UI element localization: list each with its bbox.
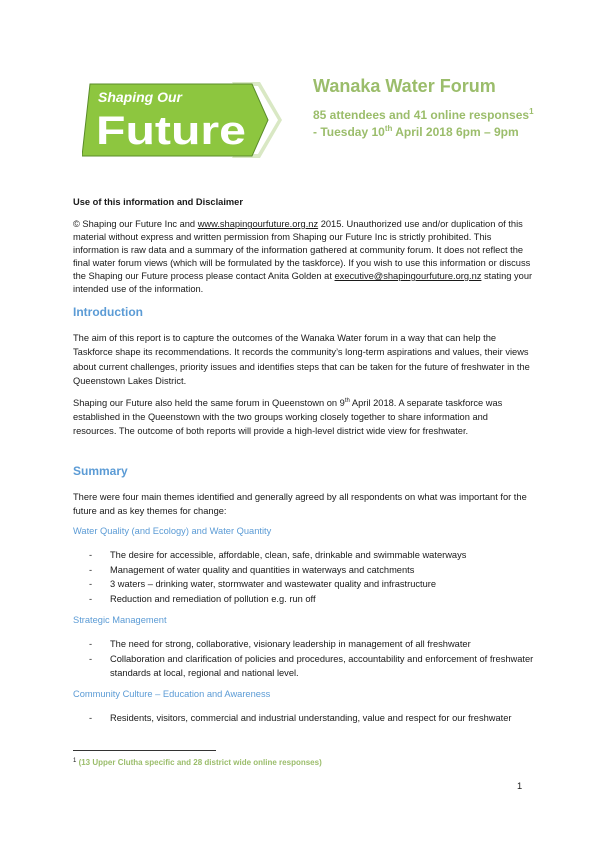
- list-item-text: The need for strong, collaborative, visionary leadership in management of all freshwater: [110, 639, 471, 649]
- attendance-line: [313, 107, 563, 124]
- footnote-text: (13 Upper Clutha specific and 28 district wide online responses): [76, 758, 322, 767]
- intro-p2-text-b: April 2018. A separate taskforce was established in the Queenstown with the two groups working closely together to share information and resources. The outcome of both reports will provide a high-level district wide view for freshwater.: [73, 398, 503, 437]
- footnote-mark: 1: [73, 758, 77, 764]
- theme-list-community-culture: [89, 711, 539, 726]
- list-item-text: Collaboration and clarification of policies and procedures, accountability and enforcement of freshwater standards at local, regional and national level.: [110, 653, 534, 679]
- disclaimer-text-b: 2015. Unauthorized use and/or duplication of this material without express and written permission from Shaping our Future Inc is strictly prohibited. This information is raw data and a summary of the information gathered at community forum. It does not reflect the final water forum views (which will be formulated by the taskforce). If you wish to use this information or discuss the Shaping our Future process please contact Anita Golden at: [73, 219, 531, 281]
- intro-p2-ordinal: th: [344, 398, 350, 404]
- list-item-text: The desire for accessible, affordable, clean, safe, drinkable and swimmable waterways: [110, 550, 467, 560]
- introduction-paragraph-2: [73, 396, 533, 439]
- list-item: - 3 waters – drinking water, stormwater and wastewater quality and infrastructure: [89, 579, 437, 590]
- theme-title-water-quality: Water Quality (and Ecology) and Water Quantity: [73, 526, 272, 536]
- list-item-text: Reduction and remediation of pollution e.g. run off: [110, 593, 316, 604]
- list-item-text: Residents, visitors, commercial and industrial understanding, value and respect for our freshwater: [110, 713, 512, 723]
- list-item-text: Management of water quality and quantities in waterways and catchments: [110, 564, 415, 575]
- forum-header: [313, 76, 563, 141]
- list-item-text: 3 waters – drinking water, stormwater and wastewater quality and infrastructure: [110, 579, 437, 590]
- disclaimer-text-c: stating your intended use of the information.: [73, 271, 533, 294]
- list-item: - Residents, visitors, commercial and industrial understanding, value and respect for our freshwater: [89, 713, 512, 723]
- footnote-ref: 1: [529, 107, 534, 116]
- list-item: - Collaboration and clarification of policies and procedures, accountability and enforcement of freshwater standards at local, regional and national level.: [89, 653, 534, 679]
- attendance-text: 85 attendees and 41 online responses: [313, 108, 530, 122]
- logo-text-top: Shaping Our: [98, 89, 182, 105]
- list-item: - The need for strong, collaborative, visionary leadership in management of all freshwater: [89, 639, 471, 649]
- theme-list-strategic-management: [89, 637, 539, 681]
- theme-list-water-quality: [89, 548, 539, 606]
- theme-title-community-culture: Community Culture – Education and Awareness: [73, 689, 271, 699]
- list-item: - Management of water quality and quantities in waterways and catchments: [89, 564, 415, 575]
- email-link[interactable]: executive@shapingourfuture.org.nz: [334, 271, 482, 281]
- date-ordinal: th: [384, 124, 393, 133]
- date-line: [313, 124, 563, 141]
- theme-title-strategic-management: Strategic Management: [73, 615, 167, 625]
- date-text-pre: - Tuesday 10: [313, 125, 385, 139]
- summary-intro: There were four main themes identified and generally agreed by all respondents on what was important for the future and as key themes for change:: [73, 492, 527, 517]
- introduction-paragraph-1: The aim of this report is to capture the outcomes of the Wanaka Water forum in a way that can help the Taskforce shape its recommendations. It records the community’s long-term aspirations and values, their views about current challenges, priority issues and identifies steps that can be taken for the future of freshwater in the Queenstown Lakes District.: [73, 333, 530, 387]
- date-text-post: April 2018 6pm – 9pm: [392, 125, 519, 139]
- list-item: - Reduction and remediation of pollution e.g. run off: [89, 593, 316, 604]
- footnote: [73, 757, 322, 768]
- intro-p2-text-a: Shaping our Future also held the same forum in Queenstown on 9: [73, 398, 345, 408]
- introduction-heading: Introduction: [73, 305, 143, 319]
- disclaimer-paragraph: [73, 218, 533, 296]
- forum-title: Wanaka Water Forum: [313, 76, 496, 96]
- logo-text-main: Future: [96, 109, 246, 153]
- footnote-separator: [73, 750, 216, 751]
- list-item: - The desire for accessible, affordable, clean, safe, drinkable and swimmable waterways: [89, 550, 467, 560]
- shaping-our-future-logo: [82, 78, 282, 162]
- disclaimer-heading: Use of this information and Disclaimer: [73, 197, 243, 207]
- disclaimer-text-a: © Shaping our Future Inc and: [73, 219, 198, 229]
- website-link[interactable]: www.shapingourfuture.org.nz: [197, 219, 319, 229]
- summary-heading: Summary: [73, 464, 128, 478]
- page-number: 1: [517, 781, 523, 791]
